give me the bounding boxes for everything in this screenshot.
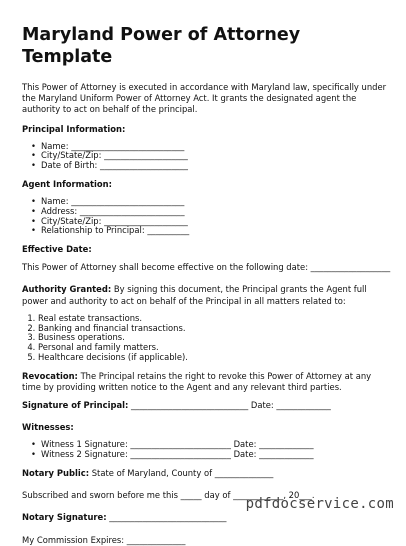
principal-signature-line [22,400,392,411]
authority-paragraph [22,284,392,306]
witness-2-item: • Witness 2 Signature: ________________________ Date: _____________ [31,450,392,460]
footer-watermark: pdfdocservice.com [245,496,394,512]
witnesses-list [22,440,392,460]
authority-text: By signing this document, the Principal grants the Agent full power and authority to act on behalf of the Principal in all matters related to: [22,284,367,306]
authority-list [22,314,392,363]
authority-item: 2. Banking and financial transactions. [38,324,392,334]
effective-heading: Effective Date: [22,244,92,255]
revocation-paragraph [22,371,392,393]
principal-dob-item: • Date of Birth: _____________________ [31,161,392,171]
authority-item: 3. Business operations. [38,333,392,343]
authority-item: 4. Personal and family matters. [38,343,392,353]
document-page [22,24,392,546]
agent-relationship-item: • Relationship to Principal: __________ [31,226,392,236]
notary-signature-line [22,512,392,523]
commission-line: My Commission Expires: ______________ [22,534,186,545]
principal-heading: Principal Information: [22,123,126,134]
revocation-label: Revocation: [22,370,78,381]
agent-name-item: • Name: ___________________________ [31,197,392,207]
agent-list [22,197,392,236]
page-title: Maryland Power of Attorney Template [22,25,301,67]
notary-public-text: State of Maryland, County of ______________ [89,467,274,478]
principal-city-item: • City/State/Zip: ____________________ [31,151,392,161]
intro-paragraph: This Power of Attorney is executed in accordance with Maryland law, specifically under the Maryland Uniform Power of Attorney Act. It grants the designated agent the authority to act on behalf of the principal. [22,82,387,115]
agent-city-item: • City/State/Zip: ____________________ [31,217,392,227]
notary-signature-text: ____________________________ [106,512,227,523]
authority-item: 1. Real estate transactions. [38,314,392,324]
principal-signature-label: Signature of Principal: [22,400,129,411]
notary-public-line [22,468,392,479]
agent-address-item: • Address: _________________________ [31,207,392,217]
effective-text: This Power of Attorney shall become effective on the following date: ___________________ [22,262,391,273]
agent-heading: Agent Information: [22,179,112,189]
principal-signature-text: ____________________________ Date: _____________ [128,400,331,411]
authority-label: Authority Granted: [22,284,112,295]
principal-name-item: • Name: ___________________________ [31,142,392,152]
subscribed-line: Subscribed and sworn before me this _____ day of ____________, 20___. [22,490,315,501]
principal-list [22,142,392,171]
authority-item: 5. Healthcare decisions (if applicable). [38,353,392,363]
revocation-text: The Principal retains the right to revoke this Power of Attorney at any time by providing written notice to the Agent and any relevant third parties. [22,370,372,392]
witness-1-item: • Witness 1 Signature: ________________________ Date: _____________ [31,440,392,450]
notary-signature-label: Notary Signature: [22,512,107,523]
witnesses-heading: Witnesses: [22,422,74,433]
notary-public-label: Notary Public: [22,467,90,478]
